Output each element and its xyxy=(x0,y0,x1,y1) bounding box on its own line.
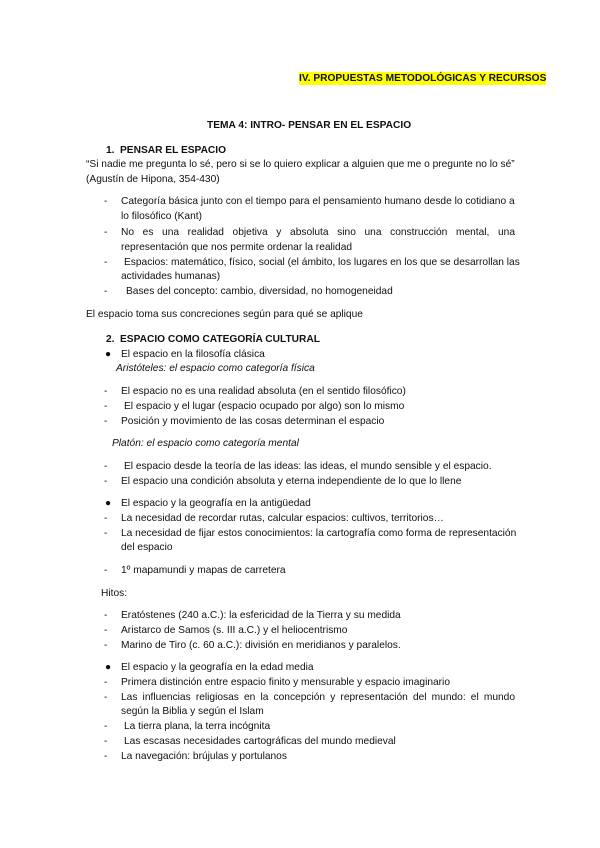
dash-marker: - xyxy=(104,640,108,651)
quote: “Si nadie me pregunta lo sé, pero si se lo quiero explicar a alguien que me o pregunte no lo sé” xyxy=(86,159,515,170)
section-2-heading: ESPACIO COMO CATEGORÍA CULTURAL xyxy=(120,334,320,345)
dash-marker: - xyxy=(104,565,108,576)
list-item: La navegación: brújulas y portulanos xyxy=(121,751,287,762)
bullet-item: El espacio y la geografía en la antigüedad xyxy=(121,498,311,509)
bullet-marker: ● xyxy=(105,349,112,360)
list-item: Eratóstenes (240 a.C.): la esfericidad de la Tierra y su medida xyxy=(121,610,401,621)
list-item: Primera distinción entre espacio finito y mensurable y espacio imaginario xyxy=(121,677,450,688)
list-item: El espacio una condición absoluta y eterna independiente de lo que lo llene xyxy=(121,476,462,487)
dash-marker: - xyxy=(104,416,108,427)
hitos-label: Hitos: xyxy=(101,588,128,599)
list-item: Las influencias religiosas en la concepción y representación del mundo: el mundo xyxy=(121,692,515,703)
list-item: Marino de Tiro (c. 60 a.C.): división en meridianos y paralelos. xyxy=(121,640,401,651)
dash-marker: - xyxy=(104,625,108,636)
dash-marker: - xyxy=(104,461,108,472)
section-2-number: 2. xyxy=(106,334,115,345)
list-item: El espacio desde la teoría de las ideas: las ideas, el mundo sensible y el espacio. xyxy=(124,461,492,472)
dash-marker: - xyxy=(104,513,108,524)
dash-marker: - xyxy=(104,476,108,487)
dash-marker: - xyxy=(104,257,108,268)
list-item-continued: según la Biblia y según el Islam xyxy=(121,706,264,717)
dash-marker: - xyxy=(104,736,108,747)
list-item: La necesidad de fijar estos conocimientos: la cartografía como forma de representación xyxy=(121,528,517,539)
section-title: IV. PROPUESTAS METODOLÓGICAS Y RECURSOS xyxy=(299,73,547,84)
dash-marker: - xyxy=(104,721,108,732)
list-item: La tierra plana, la terra incógnita xyxy=(124,721,271,732)
dash-marker: - xyxy=(104,677,108,688)
dash-marker: - xyxy=(104,286,108,297)
bullet-item: El espacio en la filosofía clásica xyxy=(121,349,265,360)
dash-marker: - xyxy=(104,227,108,238)
dash-marker: - xyxy=(104,528,108,539)
list-item: Aristarco de Samos (s. III a.C.) y el heliocentrismo xyxy=(121,625,348,636)
bullet-marker: ● xyxy=(105,498,112,509)
list-item-continued: actividades humanas) xyxy=(121,271,221,282)
list-item: Bases del concepto: cambio, diversidad, no homogeneidad xyxy=(126,286,393,297)
list-item: 1º mapamundi y mapas de carretera xyxy=(121,565,286,576)
dash-marker: - xyxy=(104,610,108,621)
section-1-number: 1. xyxy=(106,145,115,156)
dash-marker: - xyxy=(104,401,108,412)
dash-marker: - xyxy=(104,692,108,703)
list-item: Espacios: matemático, físico, social (el ámbito, los lugares en los que se desarrollan las xyxy=(124,257,520,268)
topic-title: TEMA 4: INTRO- PENSAR EN EL ESPACIO xyxy=(207,120,412,131)
list-item-continued: del espacio xyxy=(121,542,173,553)
list-item: La necesidad de recordar rutas, calcular espacios: cultivos, territorios… xyxy=(121,513,444,524)
list-item-continued: lo filosófico (Kant) xyxy=(121,211,202,222)
list-item-continued: representación que nos permite ordenar la realidad xyxy=(121,242,353,253)
list-item: Las escasas necesidades cartográficas del mundo medieval xyxy=(124,736,396,747)
section-1-heading: PENSAR EL ESPACIO xyxy=(120,145,227,156)
subheading-platon: Platón: el espacio como categoría mental xyxy=(112,438,299,449)
list-item: Categoría básica junto con el tiempo para el pensamiento humano desde lo cotidiano a xyxy=(121,196,515,207)
quote-attribution: (Agustín de Hipona, 354-430) xyxy=(86,174,220,185)
list-item: El espacio no es una realidad absoluta (en el sentido filosófico) xyxy=(121,386,406,397)
closing-sentence: El espacio toma sus concreciones según para qué se aplique xyxy=(86,309,363,320)
bullet-marker: ● xyxy=(105,662,112,673)
dash-marker: - xyxy=(104,386,108,397)
bullet-item: El espacio y la geografía en la edad media xyxy=(121,662,314,673)
dash-marker: - xyxy=(104,196,108,207)
list-item: No es una realidad objetiva y absoluta sino una construcción mental, una xyxy=(121,227,515,238)
list-item: El espacio y el lugar (espacio ocupado por algo) son lo mismo xyxy=(124,401,405,412)
dash-marker: - xyxy=(104,751,108,762)
subheading-aristoteles: Aristóteles: el espacio como categoría física xyxy=(116,363,315,374)
list-item: Posición y movimiento de las cosas determinan el espacio xyxy=(121,416,385,427)
